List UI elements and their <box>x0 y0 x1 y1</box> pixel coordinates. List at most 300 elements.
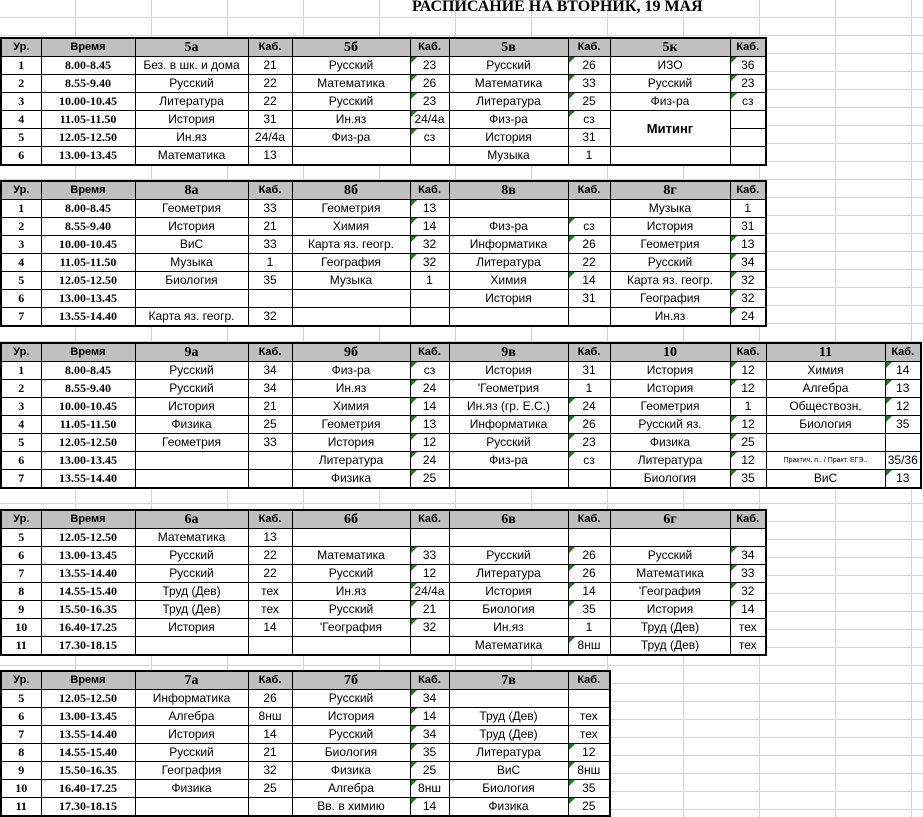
subject-cell: Физ-ра <box>449 111 568 129</box>
lesson-number: 7 <box>1 726 41 744</box>
subject-cell: ИЗО <box>610 57 730 75</box>
room-cell: 32 <box>410 236 449 254</box>
table-row <box>1 708 610 726</box>
lesson-time: 12.05-12.50 <box>41 272 135 290</box>
class-header: 6а <box>135 510 248 529</box>
subject-cell: Биология <box>292 744 410 762</box>
room-cell: 35/36 <box>885 452 921 470</box>
room-cell: 12 <box>885 398 921 416</box>
lesson-number: 6 <box>1 147 41 166</box>
subject-cell: Русский <box>292 565 410 583</box>
room-cell: 31 <box>568 129 610 147</box>
room-cell: 26 <box>568 236 610 254</box>
room-cell: 22 <box>248 93 292 111</box>
room-cell: 35 <box>730 470 766 489</box>
class-header: 9а <box>135 343 248 362</box>
room-cell: 24/4а <box>410 111 449 129</box>
room-cell: 33 <box>248 434 292 452</box>
class-header: 6б <box>292 510 410 529</box>
subject-cell <box>135 470 248 489</box>
room-cell: 34 <box>410 726 449 744</box>
room-cell: 24/4а <box>248 129 292 147</box>
room-header: Каб. <box>568 38 610 57</box>
subject-cell: Практич. п.. / Практ. ЕГЭ.. <box>766 452 885 470</box>
table-header-row <box>1 671 610 690</box>
table-row <box>1 547 766 565</box>
lesson-number: 5 <box>1 690 41 708</box>
subject-cell: Труд (Дев) <box>610 619 730 637</box>
subject-cell: Русский <box>610 75 730 93</box>
room-cell: 12 <box>730 380 766 398</box>
subject-cell: История <box>292 708 410 726</box>
subject-cell: География <box>610 290 730 308</box>
room-cell: 22 <box>248 75 292 93</box>
lesson-time: 13.00-13.45 <box>41 547 135 565</box>
lesson-time: 10.00-10.45 <box>41 93 135 111</box>
subject-cell <box>135 452 248 470</box>
subject-cell: История <box>610 218 730 236</box>
page-title: РАСПИСАНИЕ НА ВТОРНИК, 19 МАЯ <box>412 0 703 15</box>
subject-cell: 'География <box>292 619 410 637</box>
subject-cell <box>292 529 410 547</box>
room-cell: 34 <box>248 362 292 380</box>
subject-cell: Химия <box>766 362 885 380</box>
subject-cell: Музыка <box>135 254 248 272</box>
subject-cell: Геометрия <box>610 398 730 416</box>
room-cell: 12 <box>568 744 610 762</box>
room-cell: тех <box>568 726 610 744</box>
room-cell: 24 <box>568 398 610 416</box>
room-cell: 13 <box>248 529 292 547</box>
subject-cell: Геометрия <box>292 416 410 434</box>
room-cell: сз <box>568 111 610 129</box>
lesson-number: 4 <box>1 416 41 434</box>
subject-cell: История <box>610 601 730 619</box>
lesson-time: 14.55-15.40 <box>41 744 135 762</box>
schedule-table-6-grade <box>0 509 767 656</box>
subject-cell: Физ-ра <box>610 93 730 111</box>
room-cell: 22 <box>248 565 292 583</box>
subject-cell: Физ-ра <box>292 362 410 380</box>
subject-cell: История <box>610 362 730 380</box>
room-cell: 8нш <box>410 780 449 798</box>
room-cell: 22 <box>568 254 610 272</box>
room-cell <box>568 308 610 327</box>
class-header: 8в <box>449 181 568 200</box>
subject-cell: Карта яз. геогр. <box>292 236 410 254</box>
subject-cell: История <box>449 362 568 380</box>
room-cell: 34 <box>248 380 292 398</box>
subject-cell <box>610 147 730 166</box>
room-header: Каб. <box>248 671 292 690</box>
table-row <box>1 529 766 547</box>
lesson-number: 1 <box>1 57 41 75</box>
room-cell: 26 <box>248 690 292 708</box>
room-cell: 26 <box>568 57 610 75</box>
time-header: Время <box>41 181 135 200</box>
subject-cell <box>135 637 248 656</box>
lesson-time: 16.40-17.25 <box>41 780 135 798</box>
room-cell <box>568 529 610 547</box>
subject-cell: Ин.яз <box>449 619 568 637</box>
room-cell <box>248 798 292 817</box>
subject-cell: Математика <box>449 637 568 656</box>
table-row <box>1 254 766 272</box>
lesson-number-header: Ур. <box>1 181 41 200</box>
room-cell <box>410 290 449 308</box>
lesson-time: 13.55-14.40 <box>41 470 135 489</box>
room-cell <box>248 637 292 656</box>
lesson-number: 5 <box>1 434 41 452</box>
room-cell: 21 <box>248 57 292 75</box>
room-cell <box>568 690 610 708</box>
class-header: 5к <box>610 38 730 57</box>
class-header: 7а <box>135 671 248 690</box>
subject-cell: История <box>135 218 248 236</box>
lesson-number: 1 <box>1 200 41 218</box>
room-cell <box>730 147 766 166</box>
room-cell: 25 <box>410 470 449 489</box>
table-row <box>1 398 921 416</box>
room-cell <box>568 200 610 218</box>
lesson-number-header: Ур. <box>1 671 41 690</box>
lesson-time: 17.30-18.15 <box>41 637 135 656</box>
table-row <box>1 565 766 583</box>
room-cell: 12 <box>730 452 766 470</box>
lesson-time: 8.55-9.40 <box>41 380 135 398</box>
class-header: 11 <box>766 343 885 362</box>
schedule-table-5-grade <box>0 37 767 166</box>
room-cell: 14 <box>410 218 449 236</box>
room-cell: 1 <box>730 200 766 218</box>
lesson-time: 11.05-11.50 <box>41 254 135 272</box>
lesson-number: 9 <box>1 762 41 780</box>
room-cell: 12 <box>730 416 766 434</box>
lesson-time: 13.55-14.40 <box>41 308 135 327</box>
room-header: Каб. <box>568 671 610 690</box>
subject-cell: Литература <box>449 744 568 762</box>
table-row <box>1 200 766 218</box>
class-header: 8г <box>610 181 730 200</box>
lesson-time: 8.55-9.40 <box>41 218 135 236</box>
subject-cell: Физика <box>610 434 730 452</box>
subject-cell: Труд (Дев) <box>610 637 730 656</box>
subject-cell: Физика <box>135 416 248 434</box>
room-cell: 25 <box>568 798 610 817</box>
subject-cell: История <box>610 380 730 398</box>
room-cell: 35 <box>248 272 292 290</box>
subject-cell: ВиС <box>766 470 885 489</box>
room-cell: 25 <box>568 93 610 111</box>
room-cell: 34 <box>730 547 766 565</box>
subject-cell: Химия <box>292 398 410 416</box>
subject-cell <box>292 308 410 327</box>
subject-cell: Вв. в химию <box>292 798 410 817</box>
lesson-number: 7 <box>1 470 41 489</box>
subject-cell: Русский <box>135 362 248 380</box>
table-row <box>1 744 610 762</box>
table-row <box>1 619 766 637</box>
subject-cell: История <box>292 434 410 452</box>
room-cell: 34 <box>410 690 449 708</box>
subject-cell: Биология <box>449 601 568 619</box>
subject-cell: 'География <box>610 583 730 601</box>
room-cell: 23 <box>410 57 449 75</box>
subject-cell <box>292 147 410 166</box>
subject-cell: Карта яз. геогр. <box>135 308 248 327</box>
room-cell: 1 <box>568 619 610 637</box>
lesson-time: 8.55-9.40 <box>41 75 135 93</box>
room-cell: 33 <box>730 565 766 583</box>
subject-cell <box>449 529 568 547</box>
room-cell <box>410 308 449 327</box>
subject-cell: География <box>135 762 248 780</box>
subject-cell: Труд (Дев) <box>449 708 568 726</box>
subject-cell: Биология <box>766 416 885 434</box>
room-cell: 13 <box>410 416 449 434</box>
subject-cell: Русский <box>449 547 568 565</box>
lesson-number: 10 <box>1 780 41 798</box>
room-cell: 31 <box>248 111 292 129</box>
room-cell: 31 <box>568 290 610 308</box>
lesson-number: 3 <box>1 236 41 254</box>
subject-cell <box>135 798 248 817</box>
room-cell: 14 <box>730 601 766 619</box>
lesson-time: 12.05-12.50 <box>41 129 135 147</box>
table-header-row <box>1 343 921 362</box>
room-cell <box>730 129 766 147</box>
room-cell: сз <box>730 93 766 111</box>
table-row <box>1 637 766 656</box>
room-cell: 12 <box>730 362 766 380</box>
room-cell: 35 <box>885 416 921 434</box>
room-cell <box>248 290 292 308</box>
lesson-number: 11 <box>1 798 41 817</box>
lesson-number: 10 <box>1 619 41 637</box>
lesson-time: 12.05-12.50 <box>41 690 135 708</box>
subject-cell <box>449 200 568 218</box>
lesson-time: 13.00-13.45 <box>41 452 135 470</box>
subject-cell: Математика <box>449 75 568 93</box>
subject-cell: Химия <box>449 272 568 290</box>
class-header: 5а <box>135 38 248 57</box>
subject-cell: Труд (Дев) <box>449 726 568 744</box>
subject-cell: Русский <box>610 254 730 272</box>
lesson-number: 5 <box>1 129 41 147</box>
time-header: Время <box>41 38 135 57</box>
subject-cell: География <box>292 254 410 272</box>
subject-cell: Физика <box>292 470 410 489</box>
subject-cell: Ин.яз (гр. Е.С.) <box>449 398 568 416</box>
room-cell: 26 <box>410 75 449 93</box>
room-cell: тех <box>248 601 292 619</box>
subject-cell: Музыка <box>610 200 730 218</box>
room-cell: 13 <box>730 236 766 254</box>
subject-cell: Русский <box>449 57 568 75</box>
lesson-time: 13.00-13.45 <box>41 708 135 726</box>
lesson-number: 7 <box>1 565 41 583</box>
schedule-table-8-grade <box>0 180 767 327</box>
table-row <box>1 583 766 601</box>
subject-cell: ВиС <box>449 762 568 780</box>
room-cell: 23 <box>730 75 766 93</box>
subject-cell: 'Геометрия <box>449 380 568 398</box>
lesson-time: 16.40-17.25 <box>41 619 135 637</box>
room-cell: тех <box>730 637 766 656</box>
subject-cell: Литература <box>292 452 410 470</box>
lesson-number: 4 <box>1 254 41 272</box>
room-cell: 14 <box>248 619 292 637</box>
subject-cell: Русский <box>292 601 410 619</box>
subject-cell: Без. в шк. и дома <box>135 57 248 75</box>
room-cell: 13 <box>885 470 921 489</box>
subject-cell: История <box>135 398 248 416</box>
room-cell: 26 <box>568 547 610 565</box>
subject-cell: История <box>449 129 568 147</box>
subject-cell: Русский <box>449 434 568 452</box>
subject-cell: Русский <box>292 57 410 75</box>
room-cell: 32 <box>410 619 449 637</box>
subject-cell: Математика <box>292 75 410 93</box>
room-cell: 24 <box>410 380 449 398</box>
room-cell <box>730 111 766 129</box>
room-cell: 25 <box>410 762 449 780</box>
subject-cell: Русский яз. <box>610 416 730 434</box>
subject-cell: ВиС <box>135 236 248 254</box>
subject-cell: Русский <box>292 690 410 708</box>
lesson-number: 3 <box>1 398 41 416</box>
subject-cell: Ин.яз <box>135 129 248 147</box>
room-header: Каб. <box>248 343 292 362</box>
table-row <box>1 362 921 380</box>
subject-cell: Литература <box>135 93 248 111</box>
room-cell: 14 <box>568 272 610 290</box>
class-header: 5б <box>292 38 410 57</box>
lesson-time: 8.00-8.45 <box>41 362 135 380</box>
lesson-time: 12.05-12.50 <box>41 529 135 547</box>
subject-cell: Ин.яз <box>292 380 410 398</box>
lesson-time: 12.05-12.50 <box>41 434 135 452</box>
lesson-time: 15.50-16.35 <box>41 601 135 619</box>
time-header: Время <box>41 671 135 690</box>
subject-cell: Геометрия <box>135 434 248 452</box>
room-cell: 32 <box>730 272 766 290</box>
room-cell: 14 <box>410 398 449 416</box>
room-cell: 13 <box>885 380 921 398</box>
subject-cell <box>449 690 568 708</box>
lesson-time: 17.30-18.15 <box>41 798 135 817</box>
room-cell: 33 <box>248 200 292 218</box>
subject-cell: Физ-ра <box>292 129 410 147</box>
room-cell: 21 <box>248 218 292 236</box>
table-row <box>1 780 610 798</box>
subject-cell: Геометрия <box>610 236 730 254</box>
room-cell: 34 <box>730 254 766 272</box>
subject-cell: Литература <box>610 452 730 470</box>
subject-cell <box>449 470 568 489</box>
table-header-row <box>1 181 766 200</box>
schedule-table-7-grade <box>0 670 611 817</box>
table-row <box>1 308 766 327</box>
subject-cell <box>766 434 885 452</box>
room-cell: сз <box>568 218 610 236</box>
schedule-table-9-11-grade <box>0 342 922 489</box>
room-header: Каб. <box>410 343 449 362</box>
room-cell: 26 <box>568 565 610 583</box>
subject-cell: Информатика <box>135 690 248 708</box>
subject-cell: Музыка <box>292 272 410 290</box>
subject-cell: Музыка <box>449 147 568 166</box>
table-row <box>1 434 921 452</box>
lesson-time: 15.50-16.35 <box>41 762 135 780</box>
room-cell: 21 <box>248 398 292 416</box>
room-cell <box>885 434 921 452</box>
room-header: Каб. <box>730 38 766 57</box>
room-cell: 21 <box>410 601 449 619</box>
subject-cell: Русский <box>135 75 248 93</box>
room-cell: 13 <box>410 200 449 218</box>
room-cell: 31 <box>730 218 766 236</box>
time-header: Время <box>41 343 135 362</box>
room-cell: 24 <box>410 452 449 470</box>
room-cell <box>248 452 292 470</box>
table-row <box>1 690 610 708</box>
lesson-time: 8.00-8.45 <box>41 200 135 218</box>
table-row <box>1 218 766 236</box>
subject-cell: История <box>135 726 248 744</box>
subject-cell: Физ-ра <box>449 218 568 236</box>
subject-cell: Алгебра <box>766 380 885 398</box>
subject-cell: Физика <box>135 780 248 798</box>
room-cell: 32 <box>248 308 292 327</box>
room-cell <box>568 470 610 489</box>
room-cell: 32 <box>730 290 766 308</box>
lesson-number: 5 <box>1 529 41 547</box>
lesson-time: 14.55-15.40 <box>41 583 135 601</box>
subject-cell: Математика <box>292 547 410 565</box>
room-cell <box>410 637 449 656</box>
subject-cell: История <box>449 583 568 601</box>
room-cell: 1 <box>410 272 449 290</box>
room-cell: 14 <box>248 726 292 744</box>
room-cell: тех <box>730 619 766 637</box>
room-cell: 23 <box>410 93 449 111</box>
subject-cell: Геометрия <box>135 200 248 218</box>
subject-cell: Русский <box>135 380 248 398</box>
subject-cell: Алгебра <box>135 708 248 726</box>
subject-cell: История <box>135 619 248 637</box>
subject-cell: Ин.яз <box>610 308 730 327</box>
room-cell <box>730 529 766 547</box>
room-cell: 35 <box>568 780 610 798</box>
subject-cell: Физика <box>449 798 568 817</box>
room-header: Каб. <box>730 510 766 529</box>
room-header: Каб. <box>568 343 610 362</box>
room-header: Каб. <box>248 181 292 200</box>
room-cell <box>410 529 449 547</box>
room-cell: 8нш <box>568 762 610 780</box>
subject-cell: Русский <box>135 547 248 565</box>
lesson-number-header: Ур. <box>1 38 41 57</box>
subject-cell <box>135 290 248 308</box>
room-cell: 35 <box>410 744 449 762</box>
subject-cell: Биология <box>610 470 730 489</box>
room-cell: 12 <box>410 565 449 583</box>
lesson-number: 2 <box>1 218 41 236</box>
room-header: Каб. <box>410 510 449 529</box>
room-header: Каб. <box>730 181 766 200</box>
room-header: Каб. <box>730 343 766 362</box>
